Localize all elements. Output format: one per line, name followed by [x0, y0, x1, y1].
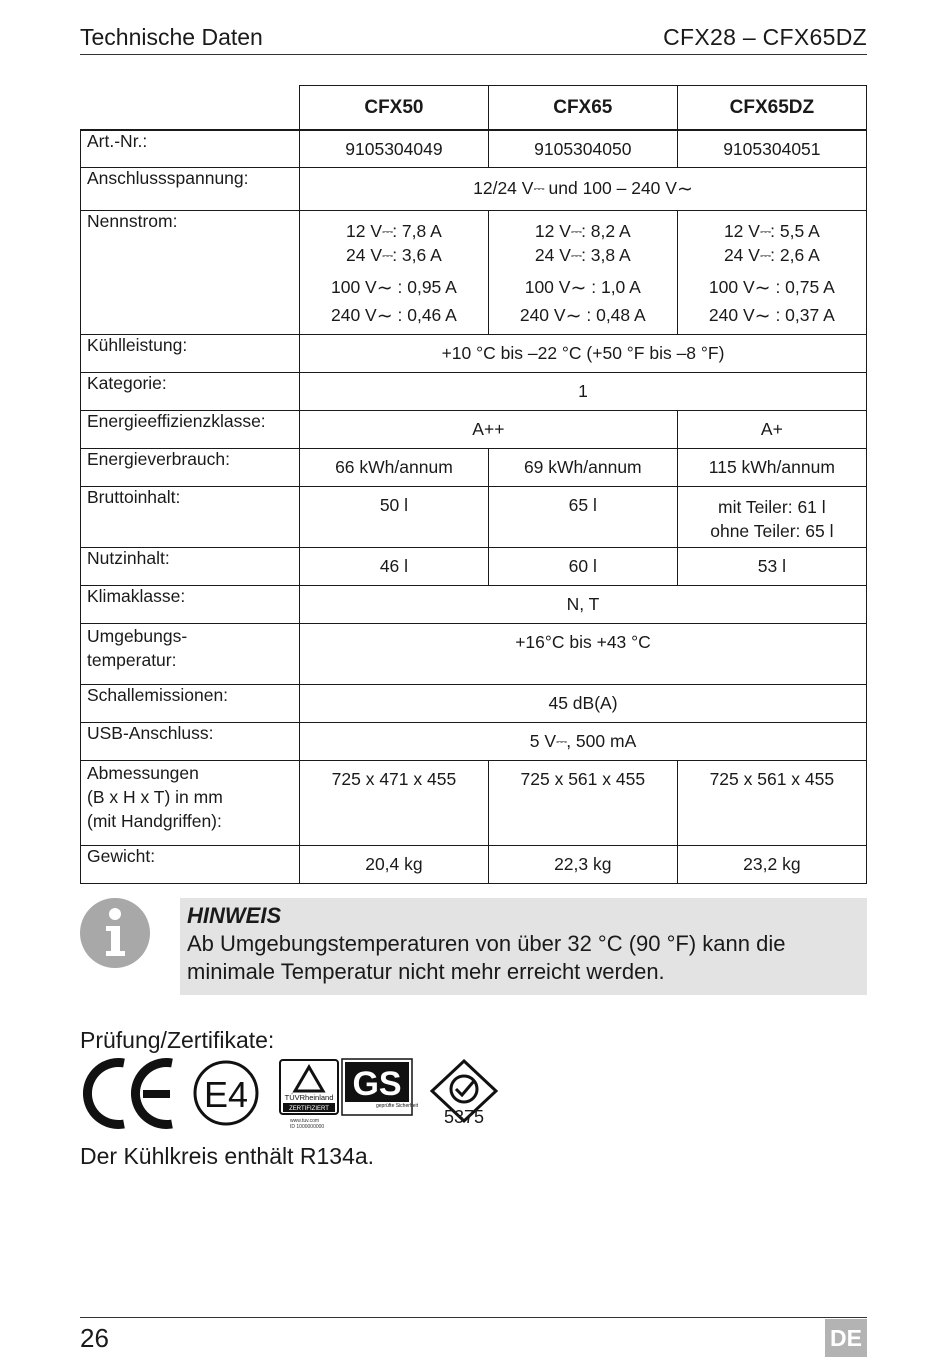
row-label: Energieeffizienzklasse: — [81, 410, 300, 448]
svg-text:GS: GS — [352, 1065, 402, 1103]
dc-symbol-icon: ⎓ — [759, 246, 771, 263]
refrigerant-note: Der Kühlkreis enthält R134a. — [80, 1143, 375, 1169]
table-row — [81, 722, 867, 760]
row-label: Energieverbrauch: — [81, 448, 300, 486]
cell-value: A++ — [300, 410, 678, 448]
row-label: Nennstrom: — [81, 210, 300, 334]
table-row — [81, 585, 867, 623]
cell-value: 725 x 561 x 455 — [677, 760, 866, 845]
row-label: Art.-Nr.: — [81, 130, 300, 167]
cell-value: 12 V⎓: 8,2 A 24 V⎓: 3,8 A 100 V∼ : 1,0 A 240 V∼ : 0,48 A — [488, 210, 677, 334]
cell-value: 725 x 561 x 455 — [488, 760, 677, 845]
dc-symbol-icon: ⎓ — [533, 180, 544, 196]
certificates-heading: Prüfung/Zertifikate: — [80, 1027, 275, 1053]
cell-value: mit Teiler: 61 l ohne Teiler: 65 l — [677, 486, 866, 547]
tuv-url-text: www.tuv.com — [290, 1118, 320, 1124]
row-label: Gewicht: — [81, 845, 300, 883]
cell-value: 725 x 471 x 455 — [300, 760, 489, 845]
gs-mark-icon — [342, 1059, 419, 1115]
table-row — [81, 410, 867, 448]
cell-value: +16°C bis +43 °C — [300, 623, 867, 684]
e4-text: E4 — [204, 1074, 249, 1115]
rcm-number: 5375 — [444, 1107, 485, 1127]
cell-value: 50 l — [300, 486, 489, 547]
table-row — [81, 684, 867, 722]
header-model-range: CFX28 – CFX65DZ — [663, 24, 867, 50]
cell-value: A+ — [677, 410, 866, 448]
page-header — [80, 24, 867, 55]
row-label: Umgebungs- temperatur: — [81, 623, 300, 684]
row-label: Schallemissionen: — [81, 684, 300, 722]
row-label: Abmessungen (B x H x T) in mm (mit Handgriffen): — [81, 760, 300, 845]
ac-symbol-icon: ∼ — [570, 277, 587, 299]
tuv-id-text: ID 1000000000 — [290, 1124, 325, 1130]
dc-symbol-icon: ⎓ — [382, 222, 393, 239]
cell-value: 60 l — [488, 547, 677, 585]
cell-value: 9105304049 — [300, 130, 489, 167]
table-row — [81, 486, 867, 547]
cell-value: 12 V⎓: 5,5 A 24 V⎓: 2,6 A 100 V∼ : 0,75 A 240 V∼ : 0,37 A — [677, 210, 866, 334]
cell-value: 23,2 kg — [677, 845, 866, 883]
info-icon — [80, 898, 150, 968]
table-row — [81, 334, 867, 372]
cell-value: 22,3 kg — [488, 845, 677, 883]
cell-value: 66 kWh/annum — [300, 448, 489, 486]
dc-symbol-icon: ⎓ — [570, 246, 582, 263]
ac-symbol-icon: ∼ — [676, 179, 693, 200]
ac-symbol-icon: ∼ — [754, 277, 771, 299]
e4-mark-icon — [195, 1062, 257, 1124]
row-label: Nutzinhalt: — [81, 547, 300, 585]
col-header-cfx65: CFX65 — [488, 86, 677, 131]
table-row — [81, 130, 867, 167]
cell-value: 46 l — [300, 547, 489, 585]
row-label: USB-Anschluss: — [81, 722, 300, 760]
language-tab: DE — [825, 1319, 867, 1357]
ac-symbol-icon: ∼ — [565, 305, 582, 327]
spec-table — [80, 85, 867, 884]
gs-label-text: geprüfte Sicherheit — [376, 1103, 418, 1109]
table-row — [81, 547, 867, 585]
note-text: Ab Umgebungstemperaturen von über 32 °C (90 °F) kann die minimale Temperatur nicht mehr erreicht werden. — [187, 931, 786, 984]
row-label: Kühlleistung: — [81, 334, 300, 372]
dc-symbol-icon: ⎓ — [570, 222, 582, 239]
table-row — [81, 210, 867, 334]
page-number: 26 — [80, 1323, 109, 1353]
cell-value: 9105304050 — [488, 130, 677, 167]
ac-symbol-icon: ∼ — [376, 305, 393, 327]
dc-symbol-icon: ⎓ — [382, 246, 393, 263]
cell-value: 1 — [300, 372, 867, 410]
table-row — [81, 760, 867, 845]
cell-value: 115 kWh/annum — [677, 448, 866, 486]
cell-value: +10 °C bis –22 °C (+50 °F bis –8 °F) — [300, 334, 867, 372]
col-header-cfx65dz: CFX65DZ — [677, 86, 866, 131]
ac-symbol-icon: ∼ — [376, 277, 393, 299]
ac-symbol-icon: ∼ — [754, 305, 771, 327]
footer-divider — [80, 1317, 867, 1318]
cell-value: 12 V⎓: 7,8 A 24 V⎓: 3,6 A 100 V∼ : 0,95 A 240 V∼ : 0,46 A — [300, 210, 489, 334]
table-row — [81, 448, 867, 486]
col-header-cfx50: CFX50 — [300, 86, 489, 131]
cell-value: 20,4 kg — [300, 845, 489, 883]
ce-mark-icon — [87, 1063, 172, 1125]
table-row — [81, 167, 867, 210]
cell-value: 5 V⎓, 500 mA — [300, 722, 867, 760]
cell-value: 65 l — [488, 486, 677, 547]
table-row — [81, 845, 867, 883]
table-header-row — [81, 86, 867, 131]
dc-symbol-icon: ⎓ — [759, 222, 771, 239]
cell-value: 12/24 V⎓ und 100 – 240 V∼ — [300, 167, 867, 210]
header-section-title: Technische Daten — [80, 24, 263, 50]
row-label: Kategorie: — [81, 372, 300, 410]
tuv-logo-icon — [280, 1060, 338, 1130]
corner-cell — [81, 86, 300, 131]
table-row — [81, 372, 867, 410]
cell-value: N, T — [300, 585, 867, 623]
cell-value: 9105304051 — [677, 130, 866, 167]
cell-value: 53 l — [677, 547, 866, 585]
tuv-badge-text: ZERTIFIZIERT — [289, 1106, 329, 1112]
cell-value: 45 dB(A) — [300, 684, 867, 722]
dc-symbol-icon: ⎓ — [556, 732, 567, 749]
row-label: Klimaklasse: — [81, 585, 300, 623]
tuv-name-text: TÜVRheinland — [284, 1093, 334, 1102]
row-label: Bruttoinhalt: — [81, 486, 300, 547]
note-title: HINWEIS — [187, 903, 282, 928]
note-box — [180, 898, 867, 995]
row-label: Anschlussspannung: — [81, 167, 300, 210]
table-row — [81, 623, 867, 684]
cell-value: 69 kWh/annum — [488, 448, 677, 486]
